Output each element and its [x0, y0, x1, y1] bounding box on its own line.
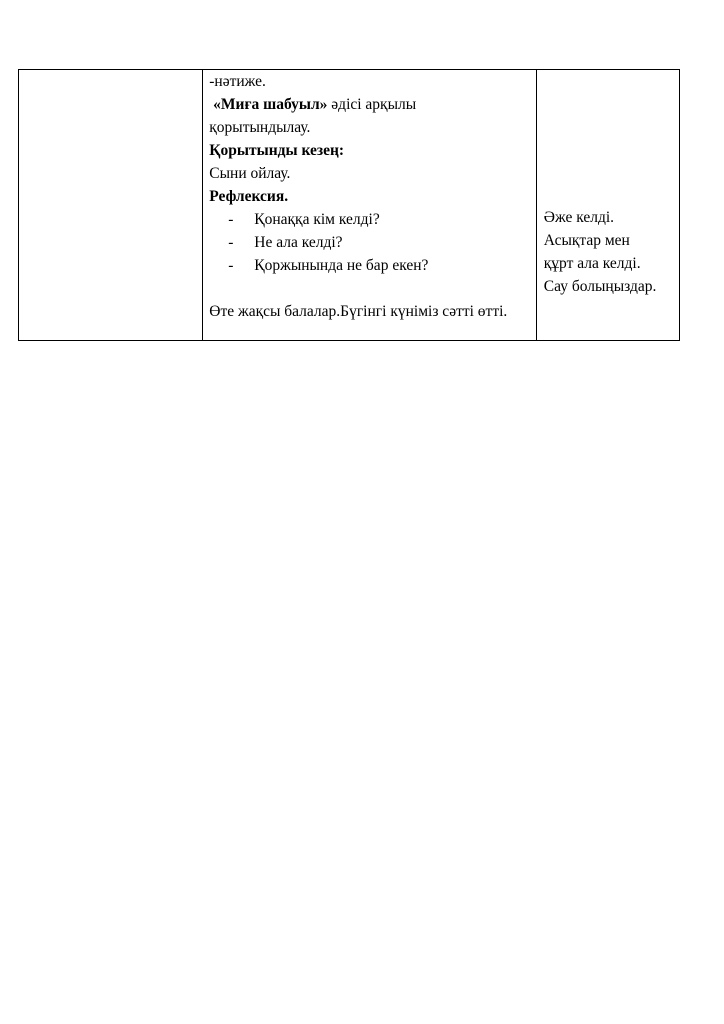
- method-line: [209, 93, 530, 116]
- lesson-table: [18, 69, 680, 341]
- result-line: -нәтиже.: [209, 73, 266, 90]
- question-text: Қоржынында не бар екен?: [254, 257, 429, 274]
- list-item: [209, 208, 530, 231]
- reflection-heading: Рефлексия.: [209, 188, 289, 205]
- response-line: Асықтар мен: [543, 232, 630, 249]
- question-text: Не ала келді?: [254, 234, 343, 251]
- left-cell-empty: [19, 70, 203, 341]
- question-text: Қонаққа кім келді?: [254, 211, 380, 228]
- critical-thinking-line: Сыни ойлау.: [209, 165, 291, 182]
- table-row: [19, 70, 680, 341]
- response-line: Әже келді.: [543, 209, 615, 226]
- response-line: құрт ала келді.: [543, 255, 641, 272]
- dash-bullet: -: [228, 234, 234, 251]
- response-block: [544, 70, 673, 298]
- dash-bullet: -: [228, 257, 234, 274]
- student-response-cell: [536, 70, 679, 341]
- closing-remark: Өте жақсы балалар.Бүгінгі күніміз сәтті өтті.: [209, 303, 508, 320]
- summary-line: қорытындылау.: [209, 119, 311, 136]
- method-description: әдісі арқылы: [327, 96, 417, 113]
- list-item: [209, 254, 530, 277]
- blank-line: [209, 277, 530, 300]
- response-line: Сау болыңыздар.: [543, 278, 657, 295]
- question-list: [209, 208, 530, 277]
- list-item: [209, 231, 530, 254]
- dash-bullet: -: [228, 211, 234, 228]
- method-name: «Миға шабуыл»: [213, 96, 328, 113]
- teacher-activity-cell: [203, 70, 537, 341]
- stage-heading: Қорытынды кезең:: [209, 142, 345, 159]
